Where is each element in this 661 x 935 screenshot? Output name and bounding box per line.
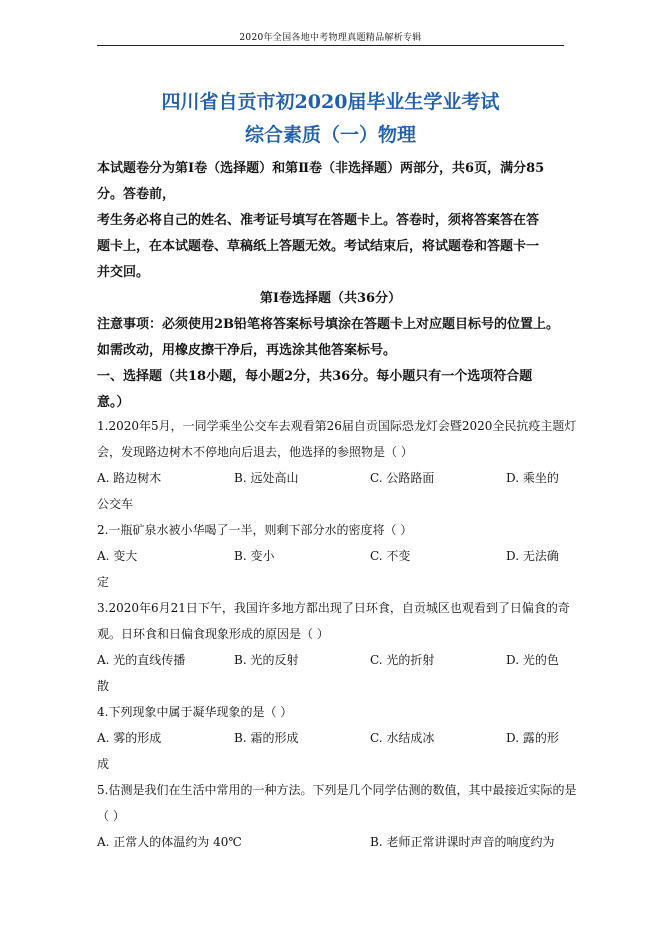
question-2-option-b: B. 变小: [234, 549, 275, 563]
question-4-option-b: B. 霜的形成: [234, 731, 299, 745]
intro-line-2: 分。答卷前，: [97, 187, 176, 202]
question-1-option-a: A. 路边树木: [97, 471, 162, 485]
question-5-option-a: A. 正常人的体温约为 40℃: [97, 835, 242, 849]
question-5-option-b: B. 老师正常讲课时声音的响度约为: [370, 835, 555, 849]
question-2-option-c: C. 不变: [370, 549, 411, 563]
exam-title: 四川省自贡市初2020届毕业生学业考试: [161, 91, 500, 113]
question-4-line-1: 4.下列现象中属于凝华现象的是（ ）: [97, 705, 293, 719]
question-4-option-d-wrap: 成: [97, 757, 110, 771]
question-1-option-b: B. 远处高山: [234, 471, 299, 485]
question-2-option-a: A. 变大: [97, 549, 138, 563]
question-1-option-d: D. 乘坐的: [506, 471, 559, 485]
intro-line-3: 考生务必将自己的姓名、准考证号填写在答题卡上。答卷时，须将答案答在答: [97, 213, 540, 228]
intro-line-1: 本试题卷分为第Ⅰ卷（选择题）和第Ⅱ卷（非选择题）两部分，共6页，满分85: [97, 161, 545, 176]
question-3-option-b: B. 光的反射: [234, 653, 299, 667]
note-line-1: 注意事项：必须使用2B铅笔将答案标号填涂在答题卡上对应题目标号的位置上。: [97, 317, 560, 332]
question-3-option-c: C. 光的折射: [370, 653, 435, 667]
question-2-option-d-wrap: 定: [97, 575, 110, 589]
question-3-line-1: 3.2020年6月21日下午，我国许多地方都出现了日环食，自贡城区也观看到了日偏食的奇: [97, 601, 570, 615]
header-divider: [97, 45, 564, 46]
question-1-line-1: 1.2020年5月，一同学乘坐公交车去观看第26届自贡国际恐龙灯会暨2020全民抗疫主题灯: [97, 419, 577, 433]
question-3-option-a: A. 光的直线传播: [97, 653, 186, 667]
question-1-option-c: C. 公路路面: [370, 471, 435, 485]
intro-line-4: 题卡上，在本试题卷、草稿纸上答题无效。考试结束后，将试题卷和答题卡一: [97, 239, 540, 254]
note-line-2: 如需改动，用橡皮擦干净后，再选涂其他答案标号。: [97, 343, 397, 358]
question-5-line-2: （ ）: [97, 809, 125, 823]
question-4-option-d: D. 露的形: [506, 731, 559, 745]
question-5-line-1: 5.估测是我们在生活中常用的一种方法。下列是几个同学估测的数值，其中最接近实际的是: [97, 783, 577, 797]
question-3-line-2: 观。日环食和日偏食现象形成的原因是（ ）: [97, 627, 329, 641]
question-2-line-1: 2.一瓶矿泉水被小华喝了一半，则剩下部分水的密度将（ ）: [97, 523, 413, 537]
exam-subtitle: 综合素质（一）物理: [244, 124, 416, 146]
part-heading-line-2: 意。）: [97, 395, 130, 410]
part-heading-line-1: 一、选择题（共18小题，每小题2分，共36分。每小题只有一个选项符合题: [97, 369, 533, 384]
question-1-option-d-wrap: 公交车: [97, 497, 134, 511]
question-4-option-a: A. 雾的形成: [97, 731, 162, 745]
question-2-option-d: D. 无法确: [506, 549, 559, 563]
section-title: 第Ⅰ卷选择题（共36分）: [259, 291, 402, 306]
question-3-option-d: D. 光的色: [506, 653, 559, 667]
question-3-option-d-wrap: 散: [97, 679, 110, 693]
question-1-line-2: 会，发现路边树木不停地向后退去，他选择的参照物是（ ）: [97, 445, 413, 459]
page-header: 2020年全国各地中考物理真题精品解析专辑: [239, 33, 422, 43]
question-4-option-c: C. 水结成冰: [370, 731, 435, 745]
intro-line-5: 并交回。: [97, 265, 150, 280]
